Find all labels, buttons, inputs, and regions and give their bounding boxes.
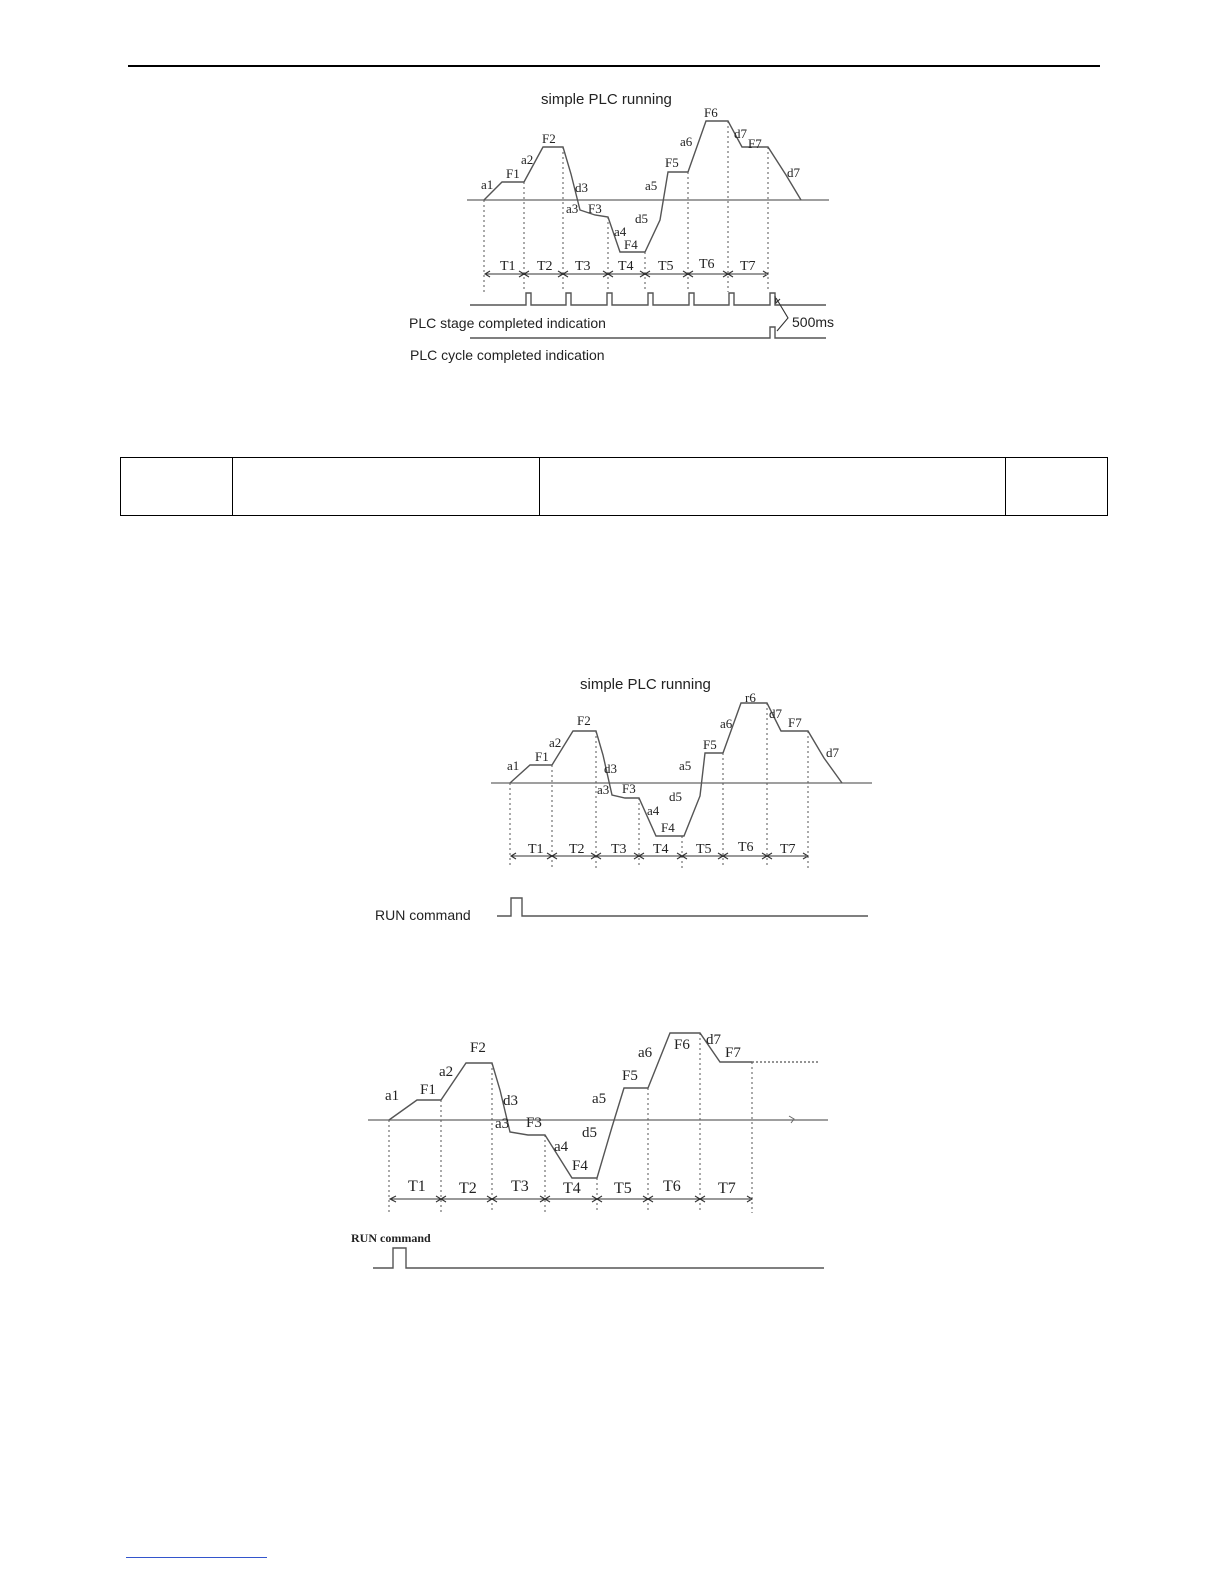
curve-label: F3	[588, 201, 602, 216]
stage-label: T7	[740, 259, 756, 274]
figure-3-signal-label: RUN command	[351, 1231, 431, 1245]
curve-label: d7	[787, 165, 800, 180]
stage-label: T1	[500, 259, 516, 274]
stage-label: T3	[511, 1178, 529, 1195]
curve-label: a4	[554, 1139, 569, 1155]
curve-label: a6	[638, 1045, 653, 1061]
figure-2-title: simple PLC running	[580, 676, 711, 693]
curve-label: d3	[503, 1093, 518, 1109]
curve-label: a6	[680, 134, 693, 149]
figure-2-signal-label: RUN command	[375, 907, 471, 923]
stage-label: T6	[663, 1178, 681, 1195]
stage-label: T1	[528, 842, 544, 857]
footer-link-underline	[126, 1557, 267, 1558]
curve-label: a3	[597, 782, 610, 797]
stage-label: T4	[563, 1180, 581, 1197]
curve-label: d5	[635, 211, 648, 226]
curve-label: d5	[669, 789, 682, 804]
figure-1-pulse-width-label: 500ms	[792, 314, 835, 330]
curve-label: d7	[769, 706, 782, 721]
curve-label: F7	[788, 715, 802, 730]
stage-label: T5	[658, 259, 674, 274]
curve-label: F2	[577, 713, 591, 728]
curve-label: a6	[720, 716, 733, 731]
stage-label: T2	[537, 259, 553, 274]
curve-label: F5	[622, 1068, 638, 1084]
curve-label: a5	[645, 178, 658, 193]
stage-label: T4	[653, 842, 669, 857]
figure-3-curve-labels	[385, 1032, 741, 1174]
curve-label: d5	[582, 1125, 597, 1141]
stage-label: T2	[569, 842, 585, 857]
curve-label: F4	[624, 237, 638, 252]
curve-label: F7	[725, 1045, 741, 1061]
curve-label: F5	[703, 737, 717, 752]
curve-label: d3	[604, 761, 617, 776]
curve-label: F7	[748, 136, 762, 151]
stage-label: T5	[696, 842, 712, 857]
stage-label: T3	[611, 842, 627, 857]
curve-label: F1	[420, 1082, 436, 1098]
curve-label: d7	[706, 1032, 721, 1048]
figure-1-title: simple PLC running	[541, 91, 672, 108]
stage-label: T7	[718, 1180, 736, 1197]
curve-label: a5	[679, 758, 692, 773]
stage-label: T4	[618, 259, 634, 274]
curve-label: F6	[674, 1037, 690, 1053]
stage-label: T5	[614, 1180, 632, 1197]
curve-label: a2	[439, 1064, 454, 1080]
curve-label: a3	[495, 1116, 510, 1132]
curve-label: F4	[572, 1158, 588, 1174]
curve-label: F4	[661, 820, 675, 835]
curve-label: r6	[745, 690, 756, 705]
curve-label: F2	[542, 131, 556, 146]
curve-label: a4	[647, 803, 660, 818]
curve-label: F5	[665, 155, 679, 170]
curve-label: F2	[470, 1040, 486, 1056]
curve-label: d7	[826, 745, 839, 760]
stage-label: T3	[575, 259, 591, 274]
curve-label: a1	[481, 177, 494, 192]
curve-label: F3	[526, 1115, 542, 1131]
figure-3-run-command-signal	[373, 1248, 824, 1268]
stage-label: T2	[459, 1180, 477, 1197]
figure-3-frequency-curve	[389, 1033, 752, 1178]
curve-label: F6	[704, 105, 718, 120]
curve-label: a4	[614, 224, 627, 239]
curve-label: a1	[385, 1088, 400, 1104]
figure-3-stage-labels	[408, 1178, 736, 1197]
curve-label: a2	[549, 735, 562, 750]
curve-label: a5	[592, 1091, 607, 1107]
curve-label: a2	[521, 152, 534, 167]
curve-label: a3	[566, 201, 579, 216]
curve-label: F1	[535, 749, 549, 764]
stage-label: T1	[408, 1178, 426, 1195]
figure-1-signal-1-label: PLC stage completed indication	[409, 315, 606, 331]
stage-label: T6	[738, 840, 754, 855]
curve-label: a1	[507, 758, 520, 773]
curve-label: F1	[506, 166, 520, 181]
curve-label: F3	[622, 781, 636, 796]
curve-label: d3	[575, 180, 588, 195]
figure-1-signal-2-label: PLC cycle completed indication	[410, 347, 605, 363]
stage-label: T7	[780, 842, 796, 857]
curve-label: d7	[734, 126, 747, 141]
stage-label: T6	[699, 257, 715, 272]
